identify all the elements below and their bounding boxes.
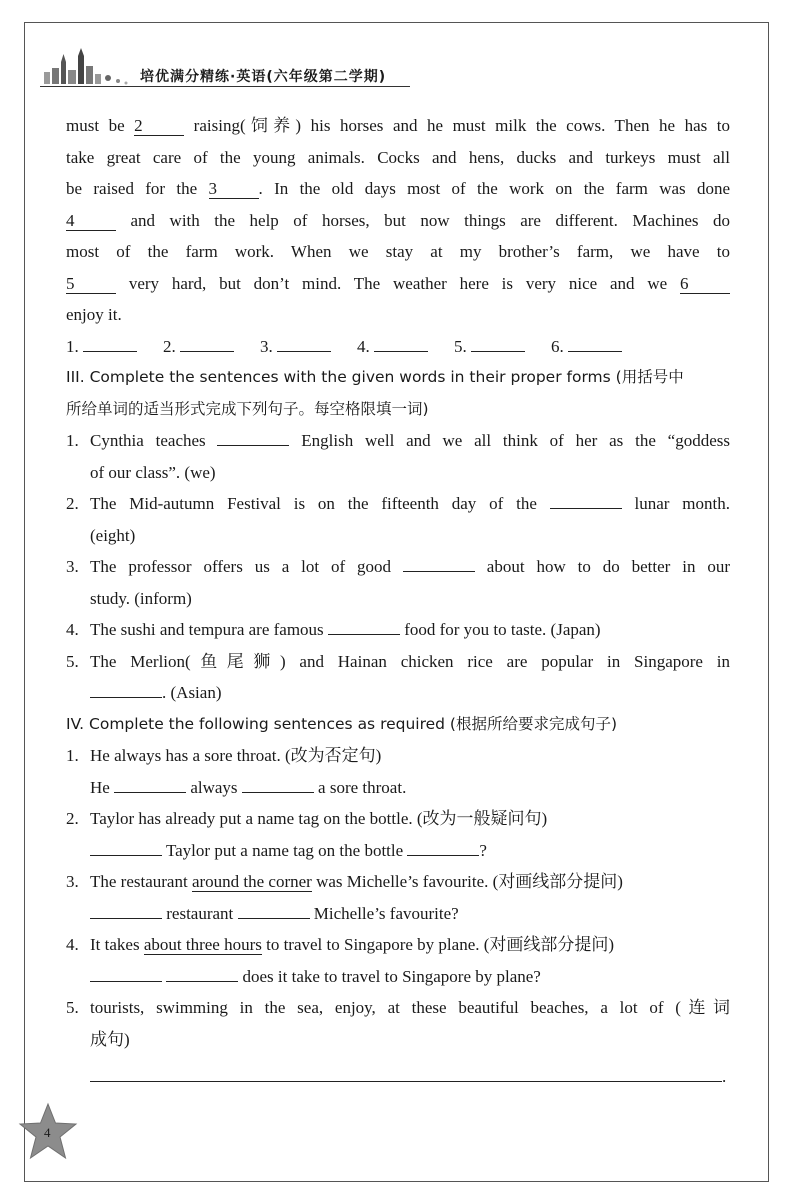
answer-blank-2[interactable] — [180, 333, 234, 352]
blank-2[interactable]: 2 — [134, 117, 184, 136]
question-item: 3. The professor offers us a lot of good about how to do better in our — [66, 551, 730, 583]
underlined-phrase: around the corner — [191, 872, 312, 891]
passage-line: enjoy it. — [66, 305, 122, 324]
question-item-cont: study. (inform) — [90, 588, 192, 608]
question-item: 4. The sushi and tempura are famous food for you to taste. (Japan) — [66, 614, 730, 646]
fill-blank[interactable] — [90, 679, 162, 698]
passage-line: most of the farm work. When we stay at my brother’s farm, we have to — [66, 242, 730, 261]
question-item: 5. The Merlion(鱼尾狮) and Hainan chicken rice are popular in Singapore in — [66, 651, 730, 671]
blank-5[interactable]: 5 — [66, 275, 116, 294]
answer-line: Taylor put a name tag on the bottle ? — [66, 835, 730, 867]
question-item: 4. It takes about three hours to travel to Singapore by plane. (对画线部分提问) — [66, 935, 615, 954]
question-item: 1. Cynthia teaches English well and we all think of her as the “goddess — [66, 425, 730, 457]
section-3-title-cont: 所给单词的适当形式完成下列句子。每空格限填一词) — [66, 399, 429, 418]
fill-blank[interactable] — [407, 837, 479, 856]
fill-blank[interactable] — [90, 837, 162, 856]
underlined-phrase: about three hours — [143, 935, 262, 954]
passage-line: must be 2 raising(饲养) his horses and he must milk the cows. Then he has to — [66, 116, 730, 135]
long-answer-blank[interactable] — [90, 1067, 722, 1082]
passage-line: be raised for the 3 . In the old days most of the work on the farm was done — [66, 179, 730, 198]
content-body — [66, 110, 730, 1099]
fill-blank[interactable] — [242, 774, 314, 793]
answer-blank-4[interactable] — [374, 333, 428, 352]
passage-line: 5 very hard, but don’t mind. The weather here is very nice and we 6 — [66, 268, 730, 300]
answer-blank-6[interactable] — [568, 333, 622, 352]
question-item: 2. The Mid-autumn Festival is on the fifteenth day of the lunar month. — [66, 488, 730, 520]
passage-line: 4 and with the help of horses, but now things are different. Machines do — [66, 210, 730, 230]
fill-blank[interactable] — [328, 616, 400, 635]
section-4-title: IV. Complete the following sentences as required (根据所给要求完成句子) — [66, 714, 618, 733]
fill-blank[interactable] — [90, 900, 162, 919]
question-item-cont: of our class”. (we) — [90, 462, 216, 482]
header-title: 培优满分精练·英语(六年级第二学期) — [140, 69, 387, 85]
blank-6[interactable]: 6 — [680, 275, 730, 294]
answer-blank-1[interactable] — [83, 333, 137, 352]
answer-blank-3[interactable] — [277, 333, 331, 352]
section-3-title: III. Complete the sentences with the given words in their proper forms (用括号中 — [66, 368, 684, 386]
answer-line: does it take to travel to Singapore by plane? — [66, 961, 730, 993]
fill-blank[interactable] — [550, 490, 622, 509]
fill-blank[interactable] — [166, 963, 238, 982]
answer-line: restaurant Michelle’s favourite? — [66, 898, 730, 930]
question-item: 3. The restaurant around the corner was Michelle’s favourite. (对画线部分提问) — [66, 872, 623, 891]
passage-line: take great care of the young animals. Cocks and hens, ducks and turkeys must all — [66, 147, 730, 167]
question-item-cont: (eight) — [90, 525, 136, 545]
city-skyline-icon — [40, 48, 136, 86]
blank-4[interactable]: 4 — [66, 212, 116, 231]
fill-blank[interactable] — [114, 774, 186, 793]
answer-line: He always a sore throat. — [66, 772, 730, 804]
question-item: 2. Taylor has already put a name tag on the bottle. (改为一般疑问句) — [66, 809, 548, 828]
fill-blank[interactable] — [238, 900, 310, 919]
question-item-cont: . (Asian) — [66, 677, 730, 709]
fill-blank[interactable] — [90, 963, 162, 982]
header-rule — [40, 86, 410, 87]
page-number: 4 — [44, 1125, 51, 1140]
page-header — [40, 48, 410, 88]
blank-3[interactable]: 3 — [209, 180, 259, 199]
answer-line: . — [66, 1055, 730, 1099]
fill-blank[interactable] — [403, 553, 475, 572]
fill-blank[interactable] — [217, 427, 289, 446]
question-item: 1. He always has a sore throat. (改为否定句) — [66, 746, 382, 765]
answer-row: 1. 2. 3. 4. 5. 6. — [66, 331, 730, 363]
question-item: 5. tourists, swimming in the sea, enjoy, at these beautiful beaches, a lot of (连词 — [66, 998, 730, 1017]
question-item-cont: 成句) — [90, 1029, 130, 1049]
answer-blank-5[interactable] — [471, 333, 525, 352]
